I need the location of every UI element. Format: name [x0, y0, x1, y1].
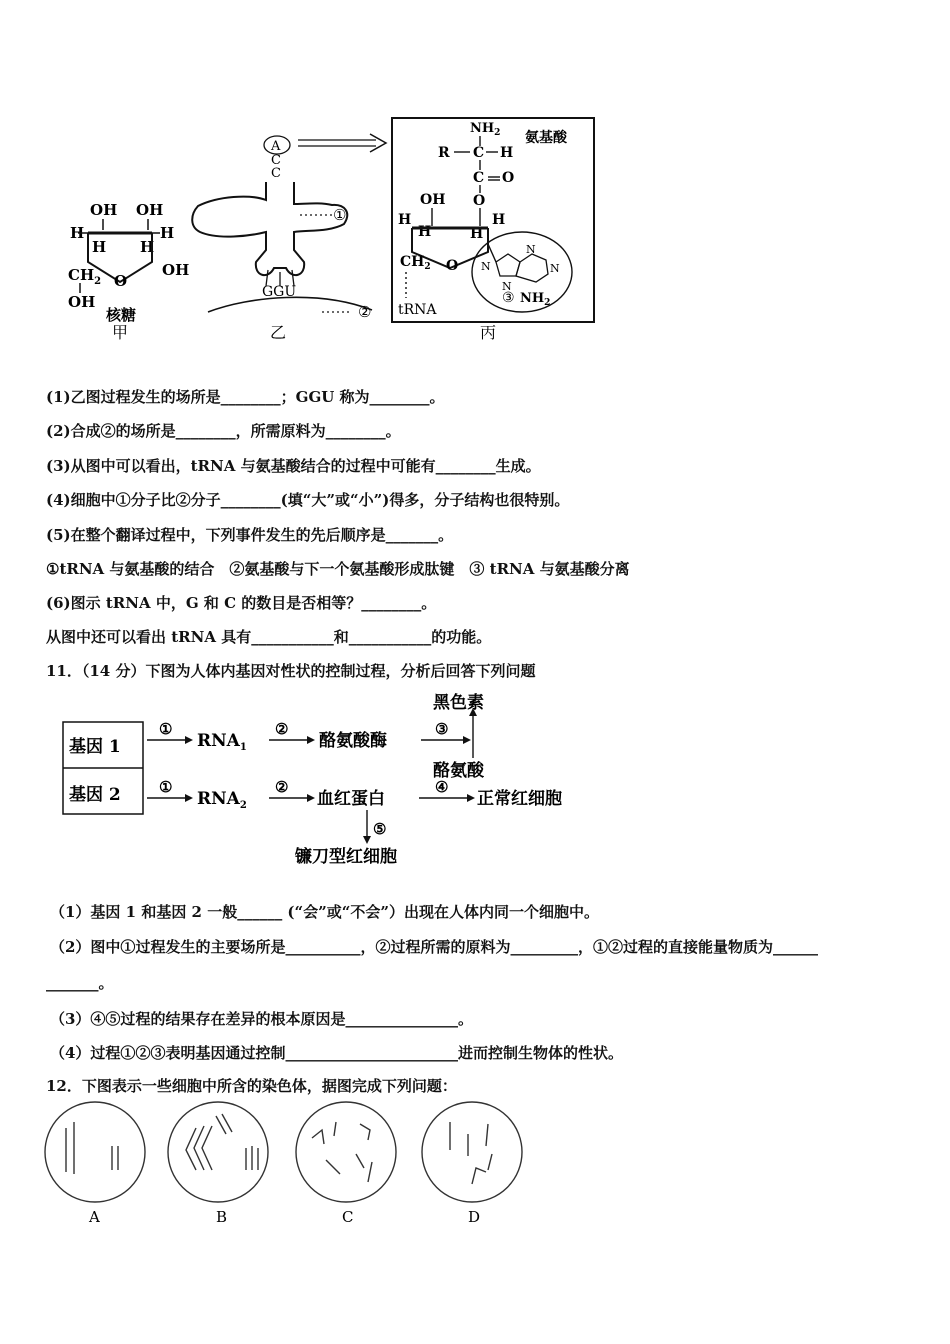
acceptor-a: A	[271, 139, 281, 154]
q10-line-5: (5)在整个翻译过程中，下列事件发生的先后顺序是_______。	[46, 526, 454, 544]
step-1: ①	[159, 778, 173, 796]
ring-oxygen: O	[114, 272, 128, 290]
oh-label: OH	[68, 293, 96, 311]
h-label: H	[70, 224, 85, 242]
cell-label-a: A	[89, 1208, 100, 1226]
h-label: H	[160, 224, 175, 242]
alpha-carbon: C	[473, 145, 485, 161]
trna-cloverleaf	[192, 136, 372, 342]
h-label: H	[470, 226, 484, 242]
cell-c	[296, 1102, 396, 1202]
q10-line-4: (4)细胞中①分子比②分子________(填“大”或“小”)得多，分子结构也很特别。	[46, 491, 570, 509]
marker-1: ①	[333, 206, 347, 224]
step-2: ②	[275, 778, 289, 796]
gene1-box: 基因 1	[69, 737, 121, 757]
q11-line-4: （4）过程①②③表明基因通过控制_______________________进而控制生物体的性状。	[50, 1044, 623, 1062]
q10-line-2: (2)合成②的场所是________，所需原料为________。	[46, 422, 401, 440]
step-1: ①	[159, 720, 173, 738]
normal-rbc: 正常红细胞	[477, 789, 562, 809]
arrow-right-icon	[298, 134, 386, 152]
q10-line-8: 从图中还可以看出 tRNA 具有___________和___________的功能。	[46, 628, 492, 646]
q12-title: 12．下图表示一些细胞中所含的染色体，据图完成下列问题：	[46, 1077, 457, 1095]
melanin: 黑色素	[433, 693, 484, 713]
n-label: N	[481, 260, 491, 273]
n-label: N	[526, 243, 536, 256]
h-label: H	[140, 238, 155, 256]
carbonyl-carbon: C	[473, 170, 485, 186]
trna-figure	[40, 100, 620, 350]
sickle-rbc: 镰刀型红细胞	[295, 847, 397, 867]
oh-label: OH	[136, 201, 164, 219]
ribose-name: 核糖	[106, 306, 137, 324]
acceptor-c: C	[271, 153, 281, 168]
ester-oxygen: O	[473, 193, 486, 209]
ch2-label: $CH_2$	[68, 266, 102, 287]
aminoacyl-detail	[392, 118, 594, 342]
q11-line-1: （1）基因 1 和基因 2 一般______ (“会”或“不会”）出现在人体内同一个细胞中。	[50, 903, 600, 921]
acceptor-c: C	[271, 166, 281, 181]
step-3: ③	[435, 720, 449, 738]
oh-label: OH	[420, 192, 446, 208]
rna2: $RNA_2$	[197, 789, 247, 811]
caption-bing: 丙	[480, 323, 497, 342]
q10-line-7: (6)图示 tRNA 中，G 和 C 的数目是否相等？________。	[46, 594, 437, 612]
r-group: R	[438, 145, 450, 161]
codon-ggu: GGU	[262, 284, 297, 300]
amino-group: $NH_2$	[470, 121, 501, 138]
step-2: ②	[275, 720, 289, 738]
marker-3: ③	[502, 290, 515, 306]
oh-label: OH	[162, 261, 190, 279]
h-label: H	[398, 212, 412, 228]
q11-title: 11．（14 分）下图为人体内基因对性状的控制过程，分析后回答下列问题	[46, 662, 536, 680]
ring-oxygen: O	[446, 258, 459, 274]
q11-line-2-cont: _______。	[46, 974, 114, 992]
h-label: H	[500, 145, 514, 161]
h-label: H	[418, 224, 432, 240]
n-label: N	[502, 280, 512, 293]
step-5: ⑤	[373, 820, 387, 838]
caption-jia: 甲	[112, 323, 129, 342]
carbonyl-oxygen: O	[502, 170, 515, 186]
n-label: N	[550, 262, 560, 275]
caption-yi: 乙	[270, 323, 287, 342]
hemoglobin: 血红蛋白	[317, 789, 385, 809]
cell-label-d: D	[468, 1208, 481, 1226]
cell-d	[422, 1102, 522, 1202]
cell-b	[168, 1102, 268, 1202]
marker-2: ②	[358, 303, 372, 321]
h-label: H	[492, 212, 506, 228]
trna-label: tRNA	[398, 302, 437, 318]
tyrosinase: 酪氨酸酶	[319, 731, 387, 751]
q10-line-3: (3)从图中可以看出，tRNA 与氨基酸结合的过程中可能有________生成。	[46, 457, 541, 475]
step-4: ④	[435, 778, 449, 796]
tyrosine: 酪氨酸	[433, 761, 484, 781]
gene2-box: 基因 2	[69, 785, 121, 805]
q10-line-6: ①tRNA 与氨基酸的结合 ②氨基酸与下一个氨基酸形成肽键 ③ tRNA 与氨基酸分离	[46, 560, 630, 578]
amino-group: $NH_2$	[520, 291, 551, 308]
gene-control-diagram	[55, 690, 615, 870]
oh-label: OH	[90, 201, 118, 219]
chromosome-figure	[40, 1100, 530, 1230]
ribose-structure	[68, 201, 189, 342]
rna1: $RNA_1$	[197, 731, 247, 753]
q10-line-1: (1)乙图过程发生的场所是________；GGU 称为________。	[46, 388, 445, 406]
cell-label-b: B	[216, 1208, 228, 1226]
cell-a	[45, 1102, 145, 1202]
cell-label-c: C	[342, 1208, 354, 1226]
q11-line-2: （2）图中①过程发生的主要场所是__________，②过程所需的原料为_________，①②过程的直接能量物质为______	[50, 938, 818, 956]
ch2-label: $CH_2$	[400, 254, 431, 272]
amino-acid-label: 氨基酸	[525, 130, 567, 146]
h-label: H	[92, 238, 107, 256]
q11-line-3: （3）④⑤过程的结果存在差异的根本原因是_______________。	[50, 1010, 473, 1028]
